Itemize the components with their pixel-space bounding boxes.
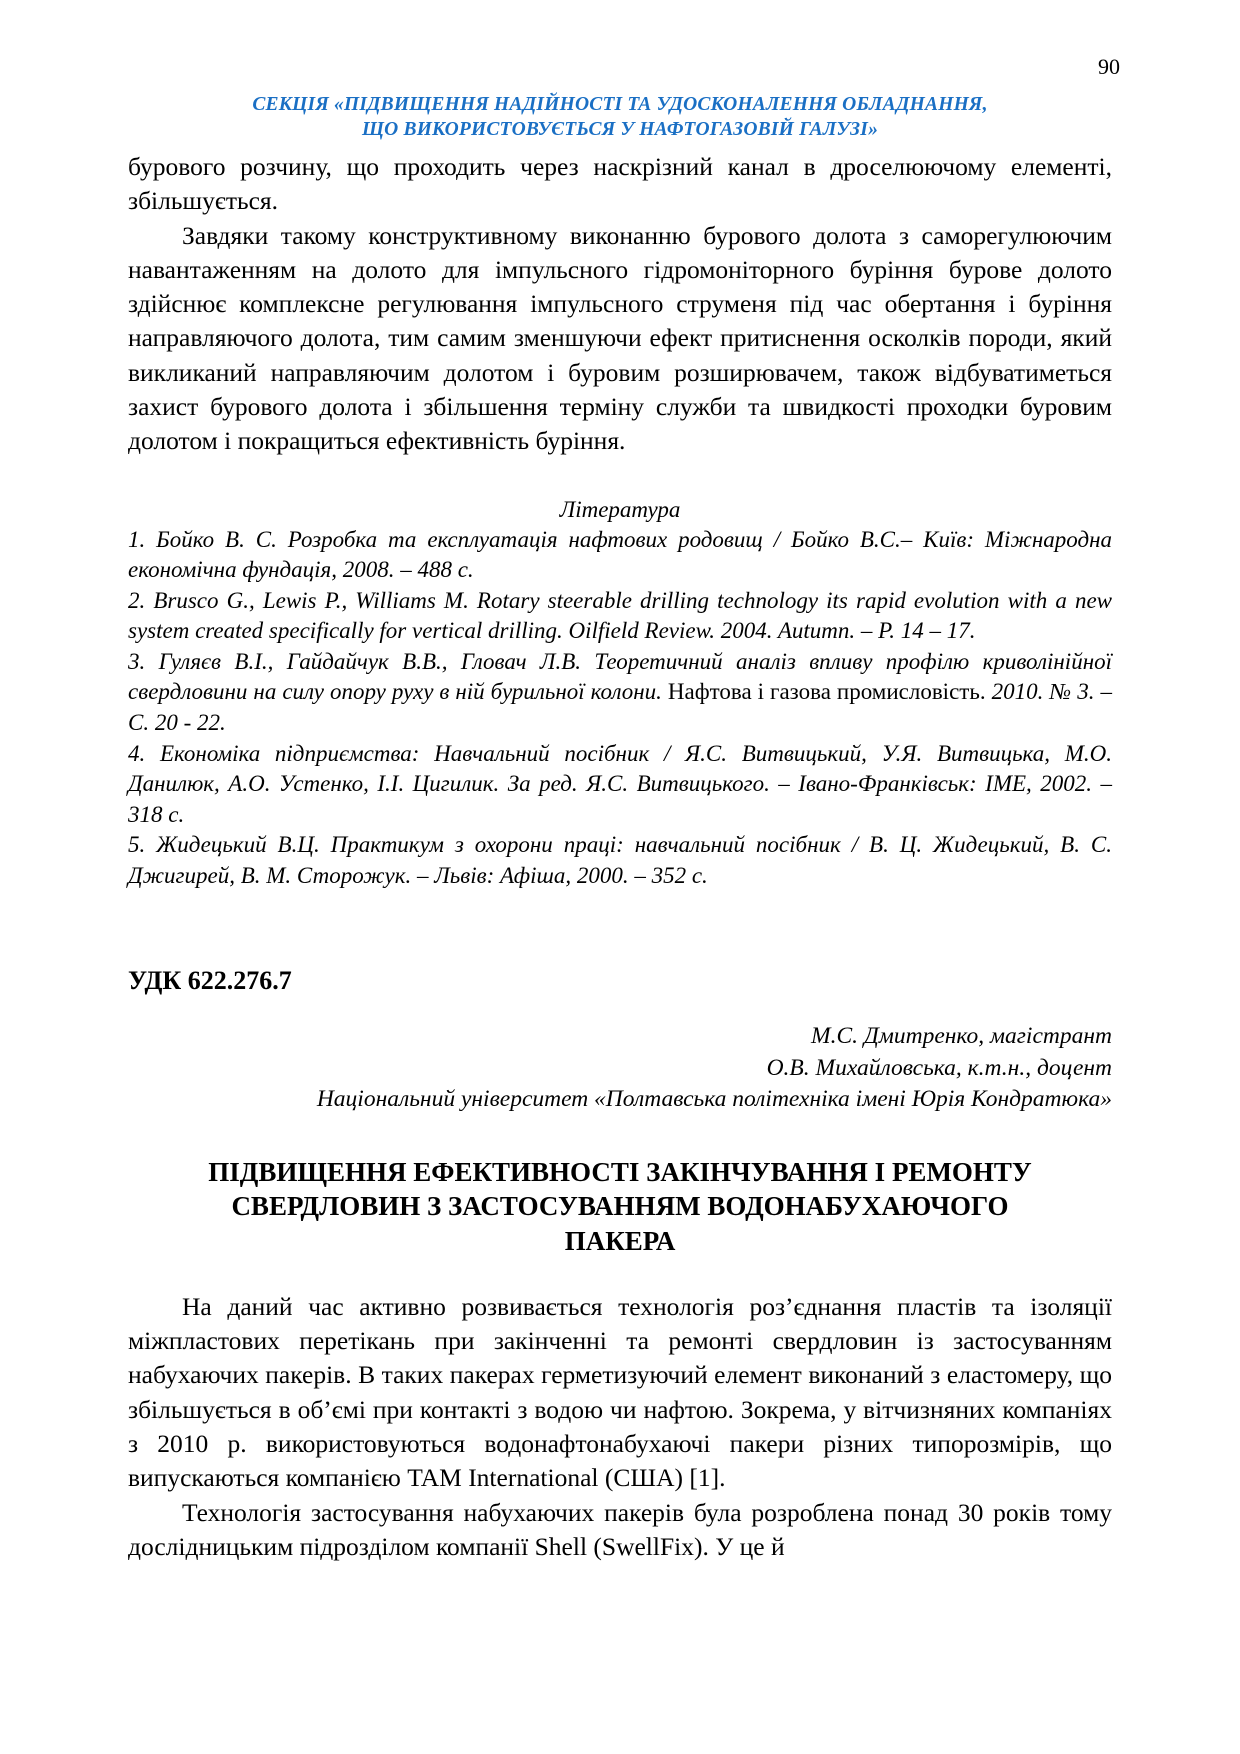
references-heading: Література: [559, 496, 681, 522]
affiliation-line: Національний університет «Полтавська політехніка імені Юрія Кондратюка»: [316, 1085, 1112, 1112]
reference-3-part-b: 2010. № 3. – С. 20 - 22.: [128, 679, 1113, 736]
paragraph-zavdyaky: Завдяки такому конструктивному виконанню бурового долота з саморегулюючим навантаженням на долото для імпульсного гідромоніторного буріння бурове долото здійснює комплексне регулювання імпульсного струменя під час обертання і буріння направляючого долота, тим самим зменшуючи ефект притиснення осколків породи, який викликаний направляючим долотом і буровим розширювачем, також відбуватиметься захист бурового долота і збільшення терміну служби та швидкості проходки буровим долотом і покращиться ефективність буріння.: [128, 220, 1112, 456]
paragraph-continuation: бурового розчину, що проходить через наскрізний канал в дроселюючому елементі, збільшується.: [128, 152, 1112, 216]
udk-code: УДК 622.276.7: [128, 965, 292, 995]
page-number: 90: [1098, 54, 1120, 79]
reference-3-journal: Нафтова і газова промисловість.: [667, 679, 986, 705]
article-title-line-1: ПІДВИЩЕННЯ ЕФЕКТИВНОСТІ ЗАКІНЧУВАННЯ І РЕМОНТУ: [208, 1157, 1032, 1188]
article-body: [128, 1290, 1112, 1564]
reference-item-3: [128, 647, 1112, 739]
reference-item-1: 1. Бойко В. С. Розробка та експлуатація нафтових родовищ / Бойко В.С.– Київ: Міжнародна економічна фундація, 2008. – 488 с.: [128, 526, 1112, 583]
reference-item-5: 5. Жидецький В.Ц. Практикум з охорони праці: навчальний посібник / В. Ц. Жидецький, В. С. Джигирей, В. М. Сторожук. – Львів: Афіша, 2000. – 352 с.: [128, 832, 1112, 888]
author-line-2: О.В. Михайловська, к.т.н., доцент: [766, 1054, 1112, 1081]
running-head: [130, 93, 1110, 143]
article-title-line-2: СВЕРДЛОВИН З ЗАСТОСУВАННЯМ ВОДОНАБУХАЮЧОГО: [231, 1191, 1009, 1222]
reference-3-part-a: 3. Гуляєв В.І., Гайдайчук В.В., Гловач Л.В. Теоретичний аналіз впливу профілю криволінійної свердловини на силу опору руху в ній бурильної колони.: [128, 648, 1112, 705]
reference-item-4: 4. Економіка підприємства: Навчальний посібник / Я.С. Витвицький, У.Я. Витвицька, М.О. Данилюк, А.О. Устенко, І.І. Цигилик. За ред. Я.С. Витвицького. – Івано-Франківськ: ІМЕ, 2002. – 318 с.: [128, 740, 1112, 827]
article-paragraph-1: На даний час активно розвивається технологія роз’єднання пластів та ізоляції міжпластових перетікань при закінченні та ремонті свердловин із застосуванням набухаючих пакерів. В таких пакерах герметизуючий елемент виконаний з еластомеру, що збільшується в об’ємі при контакті з водою чи нафтою. Зокрема, у вітчизняних компаніях з 2010 р. використовуються водонафтонабухаючі пакери різних типорозмірів, що випускаються компанією TAM International (США) [1].: [128, 1291, 1112, 1493]
author-line-1: М.С. Дмитренко, магістрант: [811, 1023, 1112, 1050]
article-title-line-3: ПАКЕРА: [564, 1225, 676, 1256]
running-head-line-1: СЕКЦІЯ «ПІДВИЩЕННЯ НАДІЙНОСТІ ТА УДОСКОНАЛЕННЯ ОБЛАДНАННЯ,: [252, 94, 988, 115]
running-head-line-2: ЩО ВИКОРИСТОВУЄТЬСЯ У НАФТОГАЗОВІЙ ГАЛУЗІ»: [361, 118, 879, 140]
author-block: [128, 1021, 1112, 1115]
article-title: [128, 1155, 1112, 1258]
article-paragraph-2: Технологія застосування набухаючих пакерів була розроблена понад 30 років тому дослідницьким підрозділом компанії Shell (SwellFix). У це й: [128, 1497, 1112, 1561]
reference-item-2: 2. Brusco G., Lewis P., Williams M. Rotary steerable drilling technology its rapid evolution with a new system created specifically for vertical drilling. Oilfield Review. 2004. Autumn. – P. 14 – 17.: [128, 587, 1112, 644]
page-content: [128, 150, 1112, 1564]
